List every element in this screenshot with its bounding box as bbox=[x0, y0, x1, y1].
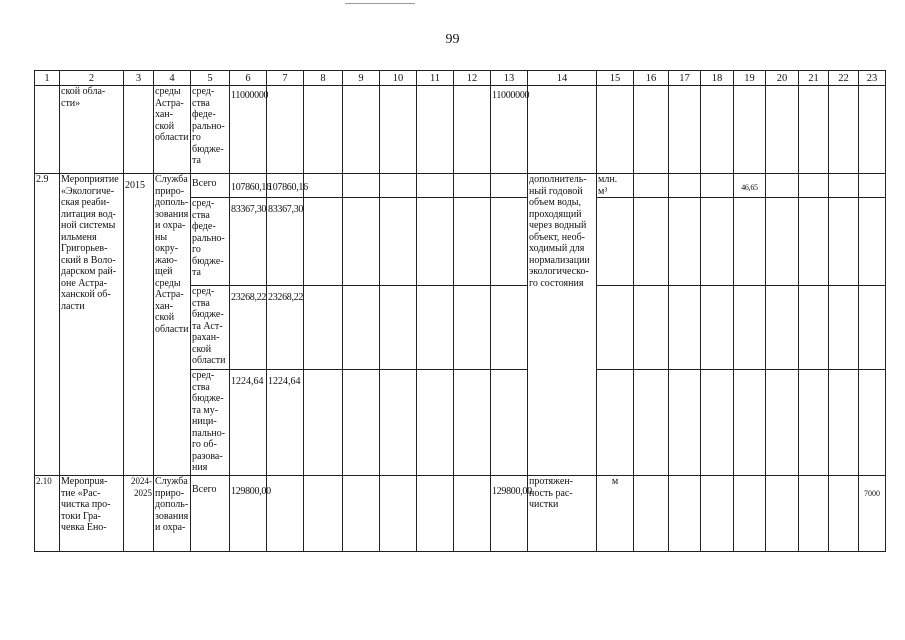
col-header: 6 bbox=[230, 71, 267, 86]
col-header: 2 bbox=[60, 71, 124, 86]
funding-source-cell: Всего bbox=[191, 174, 230, 198]
funding-source-cell: сред- ства феде- рально- го бюдже- та bbox=[191, 86, 230, 174]
col-header: 13 bbox=[491, 71, 528, 86]
value-cell: 46,65 bbox=[734, 174, 766, 198]
amount-cell: 107860,16 bbox=[267, 174, 304, 198]
measure-name-cell: ской обла- сти» bbox=[60, 86, 124, 174]
col-header: 10 bbox=[380, 71, 417, 86]
amount-cell: 11000000 bbox=[491, 86, 528, 174]
col-header: 22 bbox=[829, 71, 859, 86]
indicator-cell: протяжен- ность рас- чистки bbox=[528, 476, 597, 552]
funding-source-cell: сред- ства бюдже- та му- ници- пально- го об- разова- ния bbox=[191, 370, 230, 476]
table-row-2-9 bbox=[35, 174, 886, 198]
amount-cell: 11000000 bbox=[230, 86, 267, 174]
amount-cell: 23268,22 bbox=[267, 286, 304, 370]
table-row-2-10 bbox=[35, 476, 886, 552]
amount-cell: 107860,16 bbox=[230, 174, 267, 198]
col-header: 23 bbox=[859, 71, 886, 86]
col-header: 14 bbox=[528, 71, 597, 86]
column-header-row bbox=[35, 71, 886, 86]
amount-cell: 1224,64 bbox=[230, 370, 267, 476]
col-header: 12 bbox=[454, 71, 491, 86]
executor-cell: Служба приро- дополь- зования и охра- ны окру- жаю- щей среды Астра- хан- ской области bbox=[154, 174, 191, 476]
year-cell: 2015 bbox=[124, 174, 154, 476]
amount-cell: 83367,30 bbox=[230, 198, 267, 286]
value-cell: 7000 bbox=[859, 476, 886, 552]
executor-cell: Служба приро- дополь- зования и охра- bbox=[154, 476, 191, 552]
unit-cell: млн. м³ bbox=[597, 174, 634, 198]
col-header: 3 bbox=[124, 71, 154, 86]
col-header: 19 bbox=[734, 71, 766, 86]
col-header: 11 bbox=[417, 71, 454, 86]
executor-cell: среды Астра- хан- ской области bbox=[154, 86, 191, 174]
col-header: 1 bbox=[35, 71, 60, 86]
col-header: 18 bbox=[701, 71, 734, 86]
top-rule bbox=[345, 3, 415, 4]
col-header: 9 bbox=[343, 71, 380, 86]
funding-source-cell: сред- ства феде- рально- го бюдже- та bbox=[191, 198, 230, 286]
indicator-cell: дополнитель- ный годовой объем воды, проходящий через водный объект, необ- ходимый для нормализации экологическо- го состояния bbox=[528, 174, 597, 476]
col-header: 4 bbox=[154, 71, 191, 86]
amount-cell: 129800,00 bbox=[230, 476, 267, 552]
program-table bbox=[34, 70, 886, 552]
funding-source-cell: Всего bbox=[191, 476, 230, 552]
unit-cell: м bbox=[597, 476, 634, 552]
col-header: 16 bbox=[634, 71, 669, 86]
measure-name-cell: Меропрuя- тие «Рас- чистка про- токи Гра- чевка Ено- bbox=[60, 476, 124, 552]
col-header: 8 bbox=[304, 71, 343, 86]
amount-cell: 83367,30 bbox=[267, 198, 304, 286]
funding-source-cell: сред- ства бюдже- та Аст- рахан- ской области bbox=[191, 286, 230, 370]
col-header: 21 bbox=[799, 71, 829, 86]
col-header: 20 bbox=[766, 71, 799, 86]
year-cell: 2024- 2025 bbox=[124, 476, 154, 552]
measure-number: 2.9 bbox=[35, 174, 60, 476]
page-number: 99 bbox=[445, 32, 460, 47]
col-header: 7 bbox=[267, 71, 304, 86]
col-header: 15 bbox=[597, 71, 634, 86]
amount-cell: 23268,22 bbox=[230, 286, 267, 370]
measure-number: 2.10 bbox=[35, 476, 60, 552]
amount-cell: 1224,64 bbox=[267, 370, 304, 476]
col-header: 5 bbox=[191, 71, 230, 86]
amount-cell: 129800,00 bbox=[491, 476, 528, 552]
col-header: 17 bbox=[669, 71, 701, 86]
measure-name-cell: Мероприятие «Экологиче- ская реаби- литация вод- ной системы ильменя Григорьев- ский в Воло- дарском рай- оне Астра- ханской об- ласти bbox=[60, 174, 124, 476]
table-row-continuation bbox=[35, 86, 886, 174]
